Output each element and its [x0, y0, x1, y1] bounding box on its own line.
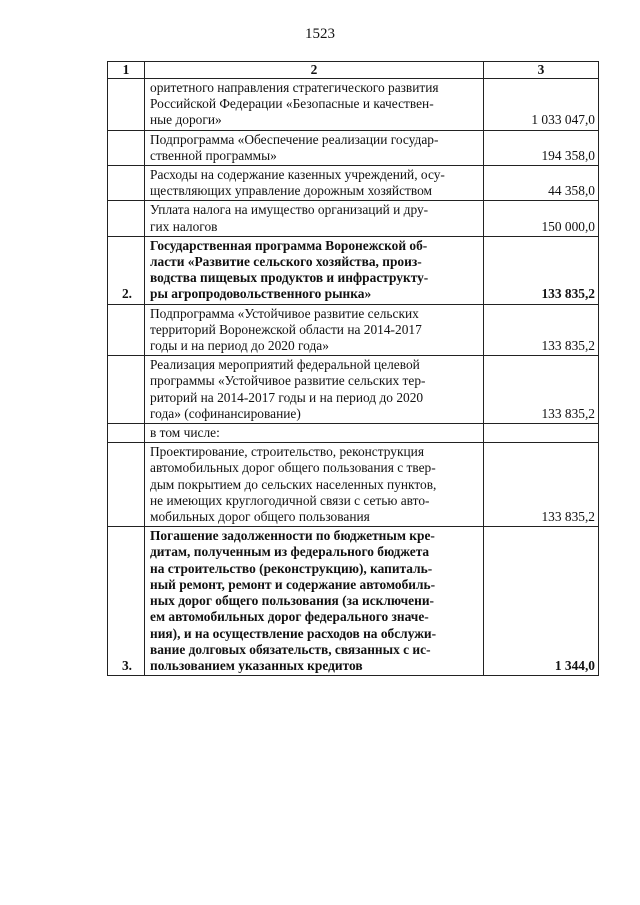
row-amount: 133 835,2 [484, 443, 599, 527]
description-line: Погашение задолженности по бюджетным кре- [150, 528, 435, 544]
description-line: не имеющих круглогодичной связи с сетью авто- [150, 492, 430, 508]
table-row [108, 201, 599, 236]
row-amount: 44 358,0 [484, 166, 599, 201]
row-amount: 133 835,2 [484, 236, 599, 304]
row-amount: 194 358,0 [484, 130, 599, 165]
description-line: ры агропродовольственного рынка» [150, 286, 372, 302]
description-line: годы и на период до 2020 года» [150, 338, 329, 354]
table-row [108, 166, 599, 201]
row-number [108, 166, 145, 201]
description-line: ные дороги» [150, 112, 222, 128]
header-row [108, 62, 599, 79]
row-amount [484, 424, 599, 443]
table-row [108, 424, 599, 443]
row-description [145, 130, 484, 165]
row-description [145, 443, 484, 527]
description-line: в том числе: [150, 425, 220, 441]
table-body [108, 79, 599, 676]
description-line: Подпрограмма «Обеспечение реализации государ- [150, 131, 439, 147]
description-line: дым покрытием до сельских населенных пунктов, [150, 476, 437, 492]
description-line: ласти «Развитие сельского хозяйства, произ- [150, 254, 422, 270]
row-amount: 133 835,2 [484, 304, 599, 356]
budget-table [107, 61, 599, 676]
row-number: 3. [108, 527, 145, 676]
column-header-3: 3 [484, 62, 599, 79]
row-number [108, 443, 145, 527]
row-number: 2. [108, 236, 145, 304]
row-description [145, 304, 484, 356]
description-line: дитам, полученным из федерального бюджета [150, 544, 430, 560]
row-amount: 1 033 047,0 [484, 79, 599, 131]
description-line: программы «Устойчивое развитие сельских тер- [150, 373, 426, 389]
page-number: 1523 [305, 26, 335, 42]
description-line: автомобильных дорог общего пользования с твер- [150, 460, 436, 476]
table-row [108, 304, 599, 356]
row-description [145, 79, 484, 131]
table-header [108, 62, 599, 79]
description-line: ных дорог общего пользования (за исключени- [150, 593, 435, 609]
table-row [108, 130, 599, 165]
description-line: Подпрограмма «Устойчивое развитие сельских [150, 305, 419, 321]
row-number [108, 201, 145, 236]
description-line: мобильных дорог общего пользования [150, 509, 370, 525]
row-description [145, 166, 484, 201]
description-line: оритетного направления стратегического развития [150, 80, 439, 95]
column-header-1: 1 [108, 62, 145, 79]
table-row [108, 356, 599, 424]
row-amount: 1 344,0 [484, 527, 599, 676]
row-number [108, 304, 145, 356]
description-line: ем автомобильных дорог федерального значе- [150, 609, 429, 625]
description-line: Уплата налога на имущество организаций и дру- [150, 202, 429, 218]
row-description [145, 527, 484, 676]
description-line: пользованием указанных кредитов [150, 657, 363, 673]
description-line: ственной программы» [150, 147, 277, 163]
table-row [108, 236, 599, 304]
row-number [108, 130, 145, 165]
table-row [108, 527, 599, 676]
row-amount: 150 000,0 [484, 201, 599, 236]
description-line: Государственная программа Воронежской об- [150, 237, 428, 253]
description-line: ния), и на осуществление расходов на обслужи- [150, 625, 437, 641]
row-number [108, 424, 145, 443]
column-header-2: 2 [145, 62, 484, 79]
row-description [145, 356, 484, 424]
row-number [108, 356, 145, 424]
description-line: Реализация мероприятий федеральной целевой [150, 357, 420, 373]
description-line: ществляющих управление дорожным хозяйством [150, 183, 433, 199]
description-line: вание долговых обязательств, связанных с ис- [150, 641, 431, 657]
row-description [145, 201, 484, 236]
row-amount: 133 835,2 [484, 356, 599, 424]
table-row [108, 443, 599, 527]
description-line: гих налогов [150, 218, 218, 234]
row-number [108, 79, 145, 131]
description-line: на строительство (реконструкцию), капиталь- [150, 560, 433, 576]
row-description [145, 236, 484, 304]
description-line: Проектирование, строительство, реконструкция [150, 444, 424, 460]
description-line: водства пищевых продуктов и инфраструкту- [150, 270, 429, 286]
description-line: Расходы на содержание казенных учреждений, осу- [150, 167, 445, 183]
description-line: территорий Воронежской области на 2014-2017 [150, 321, 422, 337]
row-description [145, 424, 484, 443]
table-row [108, 79, 599, 131]
description-line: Российской Федерации «Безопасные и качествен- [150, 96, 434, 112]
description-line: ный ремонт, ремонт и содержание автомобиль- [150, 576, 436, 592]
description-line: года» (софинансирование) [150, 405, 301, 421]
description-line: риторий на 2014-2017 годы и на период до 2020 [150, 389, 424, 405]
